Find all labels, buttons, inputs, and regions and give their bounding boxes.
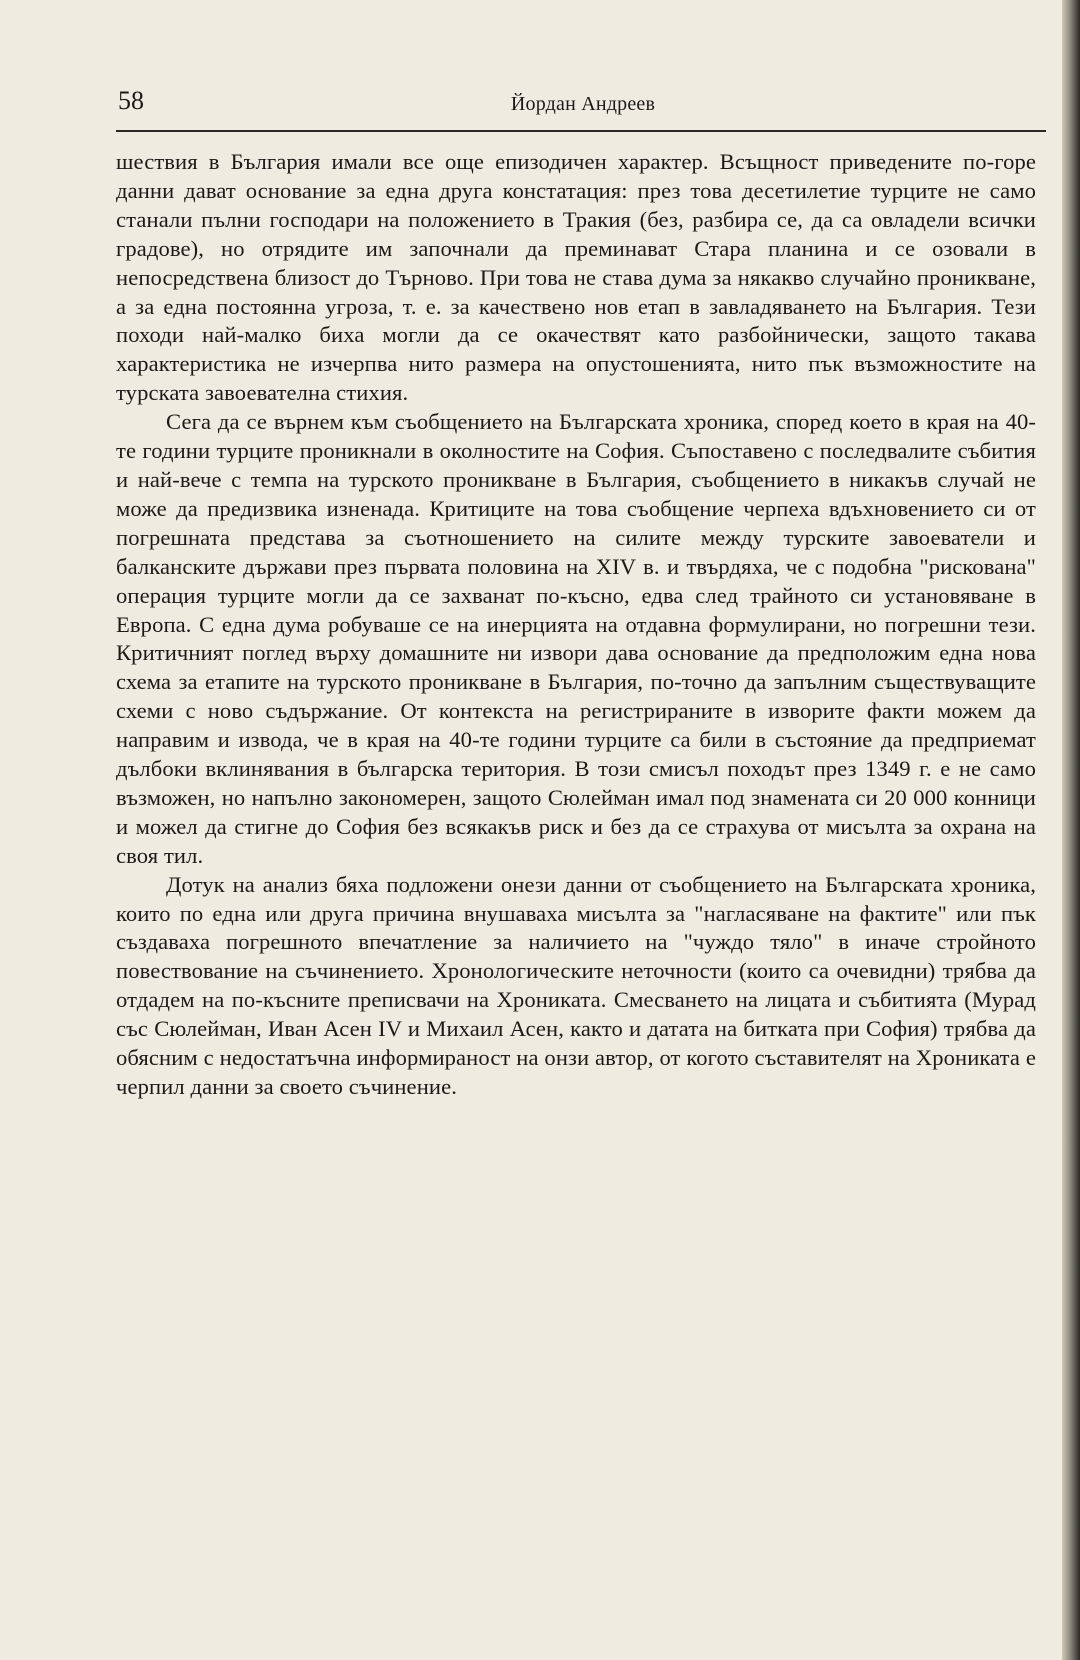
running-head: Йордан Андреев: [510, 93, 656, 115]
page-header: [118, 84, 1048, 124]
body-text: [116, 148, 1036, 1102]
paragraph: Сега да се върнем към съобщението на Българската хроника, според което в края на 40-те години турците проникнали в околностите на София. Съпоставено с последвалите събития и най-вече с темпа на турското проникване в България, съобщението в никакъв случай не може да предизвика изненада. Критиците на това съобщение черпеха вдъхновението си от погрешната представа за съотношението на силите между турските завоеватели и балканските държави през първата половина на XIV в. и твърдяха, че с подобна "рискована" операция турците могли да се захванат по-късно, едва след трайното си установяване в Европа. С една дума робуваше се на инерцията на отдавна формулирани, но погрешни тези. Критичният поглед върху домашните ни извори дава основание да предположим една нова схема за етапите на турското проникване в България, по-точно да запълним съществуващите схеми с ново съдържание. От контекста на регистрираните в изворите факти можем да направим и извода, че в края на 40-те години турците са били в състояние да предприемат дълбоки вклинявания в българска територия. В този смисъл походът през 1349 г. е не само възможен, но напълно закономерен, защото Сюлейман имал под знамената си 20 000 конници и можел да стигне до София без всякакъв риск и без да се страхува от мисълта за охрана на своя тил.: [116, 409, 1036, 868]
header-rule: [116, 130, 1046, 132]
paragraph: шествия в България имали все още епизодичен характер. Всъщност приведените по-горе данни дават основание за една друга констатация: през това десетилетие турците не само станали пълни господари на положението в Тракия (без, разбира се, да са овладели всички градове), но отрядите им започнали да преминават Стара планина и се озовали в непосредствена близост до Търново. При това не става дума за някакво случайно проникване, а за една постоянна угроза, т. е. за качествено нов етап в завладяването на България. Тези походи най-малко биха могли да се окачествят като разбойнически, защото такава характеристика не изчерпва нито размера на опустошенията, нито пък възможностите на турската завоевателна стихия.: [116, 149, 1036, 406]
page-number: 58: [118, 86, 144, 115]
page-edge-shadow: [1062, 0, 1080, 1660]
paragraph: Дотук на анализ бяха подложени онези данни от съобщението на Българската хроника, които по една или друга причина внушаваха мисълта за "нагласяване на фактите" или пък създаваха погрешното впечатление за наличието на "чуждо тяло" в иначе стройното повествование на съчинението. Хронологическите неточности (които са очевидни) трябва да отдадем на по-късните преписвачи на Хрониката. Смесването на лицата и събитията (Мурад със Сюлейман, Иван Асен IV и Михаил Асен, както и датата на битката при София) трябва да обясним с недостатъчна информираност на онзи автор, от когото съставителят на Хрониката е черпил данни за своето съчинение.: [116, 871, 1036, 1099]
